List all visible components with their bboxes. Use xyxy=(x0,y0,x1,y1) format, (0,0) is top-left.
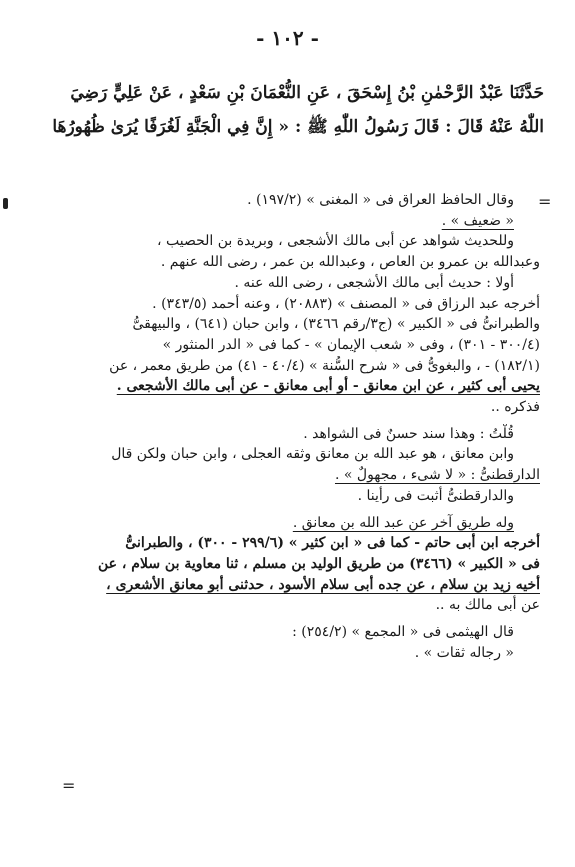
continuation-mark-top: = xyxy=(538,192,552,211)
underlined-chain: وله طريق آخر عن عبد الله بن معانق . xyxy=(292,514,514,531)
commentary-line: أخرجه ابن أبى حاتم - كما فى « ابن كثير » (٢٩٩/٦ - ٣٠٠) ، والطبرانىُّ xyxy=(125,535,540,552)
commentary-line: فى « الكبير » (٣٤٦٦) من طريق الوليد بن مسلم ، ثنا معاوية بن سلام ، عن xyxy=(98,555,540,572)
page-number: - ١٠٢ - xyxy=(256,26,319,50)
commentary-line: أولا : حديث أبى مالك الأشجعى ، رضى الله عنه . xyxy=(234,274,514,291)
commentary-line: وقال الحافظ العراق فى « المغنى » (١٩٧/٢) . xyxy=(247,192,514,208)
commentary-line: أخرجه عبد الرزاق فى « المصنف » (٢٠٨٨٣) ، وعنه أحمد (٣٤٣/٥) . xyxy=(152,295,540,312)
commentary-line: والدارقطنىُّ أثبت فى رأينا . xyxy=(357,487,514,504)
commentary-line xyxy=(36,465,540,486)
commentary-line xyxy=(36,575,540,596)
commentary-line: قُلْتُ : وهذا سند حسنٌ فى الشواهد . xyxy=(303,425,514,442)
commentary-body xyxy=(36,190,540,663)
commentary-line: عن أبى مالك به .. xyxy=(435,597,540,614)
underlined-isnad: يحيى أبى كثير ، عن ابن معانق - أو أبى معانق - عن أبى مالك الأشجعى . xyxy=(116,378,540,395)
commentary-line: قال الهيثمى فى « المجمع » (٢٥٤/٢) : xyxy=(292,624,514,641)
continuation-mark-bottom: = xyxy=(62,776,76,795)
commentary-line xyxy=(36,211,540,232)
commentary-line: فذكره .. xyxy=(490,399,540,416)
hadith-line-2: اللّٰهُ عَنْهُ قَالَ : قَالَ رَسُولُ اللّٰهِ ﷺ : « إِنَّ فِي الْجَنَّةِ لَغُرَفًا يُرَىٰ ظُهُورُهَا xyxy=(52,117,544,137)
scan-edge-mark xyxy=(3,198,8,209)
underlined-narrator: أخيه زيد بن سلام ، عن جده أبى سلام الأسود ، حدثنى أبو معانق الأشعرى ، xyxy=(106,576,540,593)
underlined-quote: الدارقطنىُّ : « لا شىء ، مجهولٌ » . xyxy=(334,467,540,484)
commentary-line xyxy=(36,376,540,397)
commentary-line: وللحديث شواهد عن أبى مالك الأشجعى ، وبريدة بن الحصيب ، xyxy=(157,233,514,250)
commentary-line xyxy=(36,513,540,534)
commentary-line: (١٨٢/١) - ، والبغوىُّ فى « شرح السُّنة » (٤٠/٤ - ٤١) من طريق معمر ، عن xyxy=(109,357,540,374)
commentary-line: والطبرانىُّ فى « الكبير » (ج٣/رقم ٣٤٦٦) ، وابن حبان (٦٤١) ، والبيهقىُّ xyxy=(132,316,540,333)
hadith-text xyxy=(36,76,544,144)
underlined-verdict: « ضعيف » . xyxy=(441,212,514,229)
commentary-line: وعبدالله بن عمرو بن العاص ، وعبدالله بن عمر ، رضى الله عنهم . xyxy=(160,254,540,271)
hadith-line-1: حَدَّثَنَا عَبْدُ الرَّحْمٰنِ بْنُ إِسْحَقَ ، عَنِ النُّعْمَانَ بْنِ سَعْدٍ ، عَنْ عَلِيٍّ رَضِيَ xyxy=(70,83,544,103)
commentary-line: وابن معانق ، هو عبد الله بن معانق وثقه العجلى ، وابن حبان ولكن قال xyxy=(111,446,514,463)
commentary-line: (٣٠٠/٤ - ٣٠١) ، وفى « شعب الإيمان » - كما فى « الدر المنثور » xyxy=(162,336,540,353)
commentary-line: « رجاله ثقات » . xyxy=(414,644,514,661)
